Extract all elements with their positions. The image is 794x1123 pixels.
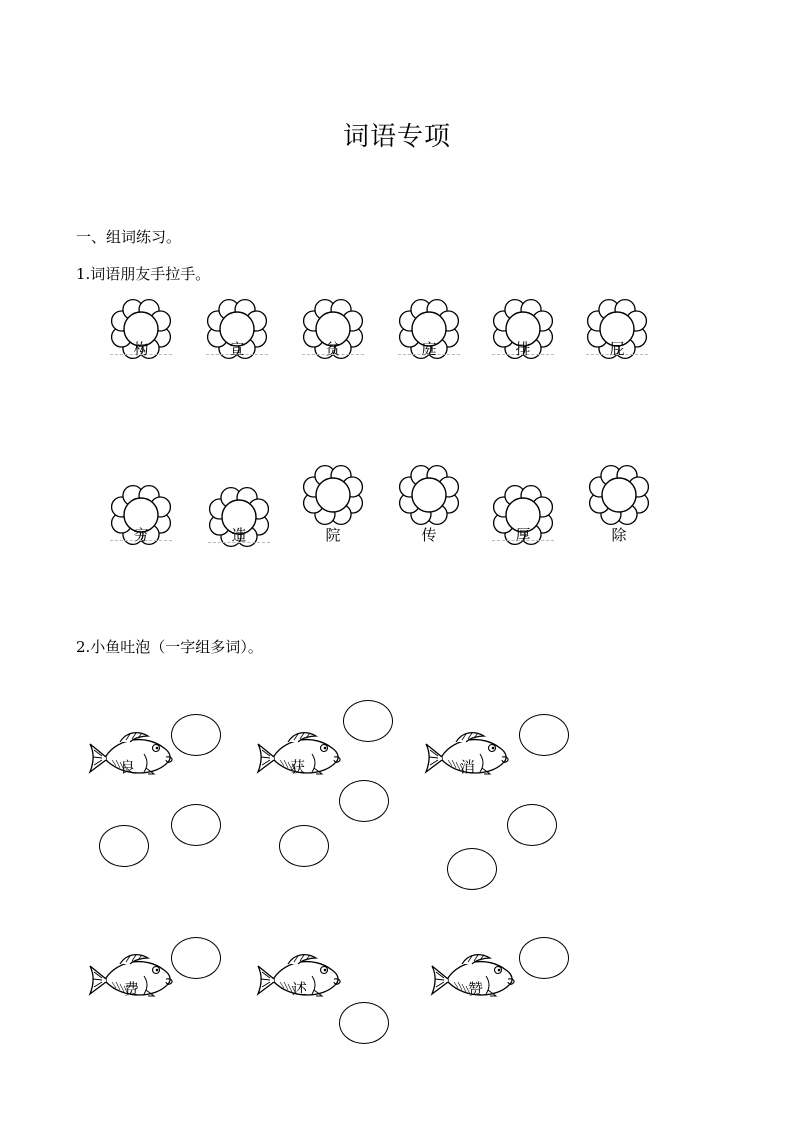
flower-icon xyxy=(302,464,364,544)
fish-pupil xyxy=(156,747,159,750)
fish-pupil xyxy=(324,969,327,972)
bubble-answer[interactable] xyxy=(171,937,221,979)
flower-center xyxy=(316,478,350,512)
fish-icon xyxy=(254,952,344,1008)
bubble-answer[interactable] xyxy=(339,780,389,822)
exercise-1-title: 1.词语朋友手拉手。 xyxy=(76,265,211,283)
fish-icon xyxy=(86,952,176,1008)
fish-pupil xyxy=(492,747,495,750)
bubble-answer[interactable] xyxy=(279,825,329,867)
fish-icon xyxy=(422,730,512,786)
exercise-2-title: 2.小鱼吐泡（一字组多词）。 xyxy=(76,638,263,656)
flower-icon xyxy=(110,298,172,360)
fish-char: 良 xyxy=(120,758,136,776)
flower-char: 宣 xyxy=(229,340,245,358)
flower-char: 厚 xyxy=(515,526,531,544)
flower-icon xyxy=(398,464,460,544)
fish-pupil xyxy=(156,969,159,972)
flower-icon xyxy=(398,298,460,360)
fish-char: 赞 xyxy=(468,980,484,998)
fish-char: 获 xyxy=(290,758,306,776)
fish-body xyxy=(274,740,338,773)
flower-icon xyxy=(110,484,172,546)
flower-row-1 xyxy=(0,298,794,378)
flower-icon xyxy=(492,298,554,360)
bubble-answer[interactable] xyxy=(519,937,569,979)
flower-char: 排 xyxy=(515,340,531,358)
flower-char: 屁 xyxy=(609,340,625,358)
fish-icon xyxy=(86,730,176,786)
bubble-answer[interactable] xyxy=(171,714,221,756)
fish-pupil xyxy=(324,747,327,750)
fish-pupil xyxy=(498,969,501,972)
flower-shape xyxy=(302,464,364,526)
flower-char: 院 xyxy=(325,526,341,544)
flower-char: 传 xyxy=(421,526,437,544)
fish-char: 费 xyxy=(124,980,140,998)
flower-icon xyxy=(302,298,364,360)
flower-char: 贫 xyxy=(325,340,341,358)
flower-icon xyxy=(586,298,648,360)
flower-icon xyxy=(208,486,270,548)
bubble-answer[interactable] xyxy=(339,1002,389,1044)
fish-icon xyxy=(428,952,518,1008)
flower-char: 构 xyxy=(133,340,149,358)
flower-icon xyxy=(492,484,554,546)
flower-shape xyxy=(398,464,460,526)
fish-char: 述 xyxy=(292,980,308,998)
flower-char: 庭 xyxy=(421,340,437,358)
bubble-answer[interactable] xyxy=(519,714,569,756)
bubble-answer[interactable] xyxy=(507,804,557,846)
fish-icon xyxy=(254,730,344,786)
flower-shape xyxy=(588,464,650,526)
fish-body xyxy=(106,740,170,773)
bubble-answer[interactable] xyxy=(99,825,149,867)
flower-char: 除 xyxy=(611,526,627,544)
flower-center xyxy=(602,478,636,512)
flower-row-2 xyxy=(0,462,794,542)
flower-icon xyxy=(206,298,268,360)
bubble-answer[interactable] xyxy=(447,848,497,890)
section-heading-1: 一、组词练习。 xyxy=(76,228,182,246)
flower-center xyxy=(412,478,446,512)
bubble-answer[interactable] xyxy=(343,700,393,742)
flower-char: 穷 xyxy=(133,526,149,544)
bubble-answer[interactable] xyxy=(171,804,221,846)
page-title: 词语专项 xyxy=(342,122,451,152)
fish-char: 消 xyxy=(460,758,476,776)
flower-icon xyxy=(588,464,650,544)
flower-char: 造 xyxy=(231,526,247,544)
